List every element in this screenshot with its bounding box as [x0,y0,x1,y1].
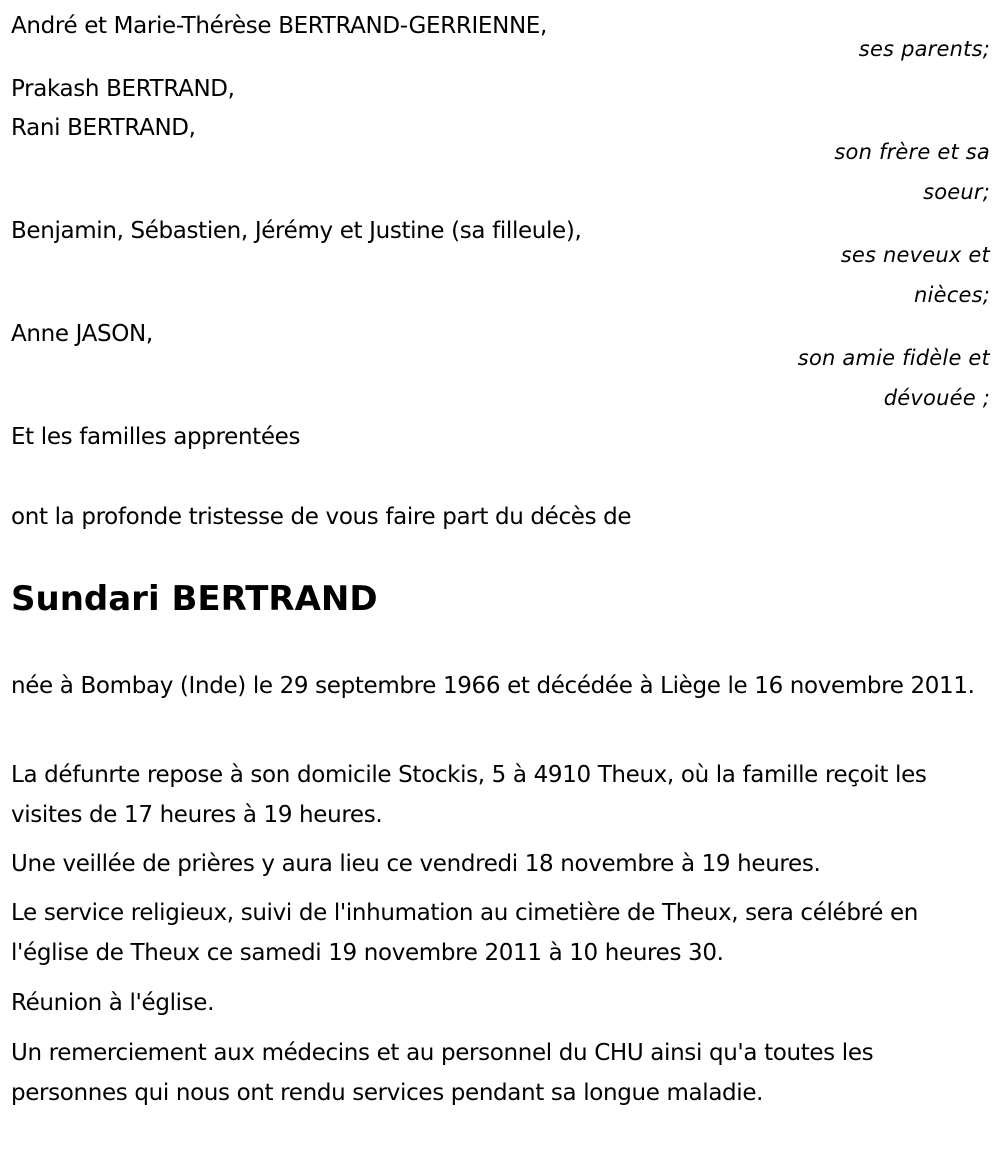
service-paragraph: Le service religieux, suivi de l'inhumation au cimetière de Theux, sera célébré en l'église de Theux ce samedi 19 novembre 2011 à 10 heures 30. [11,900,918,966]
repose-paragraph: La défunrte repose à son domicile Stockis, 5 à 4910 Theux, où la famille reçoit les visites de 17 heures à 19 heures. [11,762,927,828]
parents-names: André et Marie-Thérèse BERTRAND-GERRIENNE, [11,13,547,39]
friend-name: Anne JASON, [11,321,153,347]
vigil-paragraph: Une veillée de prières y aura lieu ce vendredi 18 novembre à 19 heures. [11,851,821,877]
meeting-paragraph: Réunion à l'église. [11,990,215,1016]
deceased-name: Sundari BERTRAND [11,579,378,619]
parents-role: ses parents; [858,37,990,61]
siblings-role-line2: soeur; [923,180,990,204]
nephews-names: Benjamin, Sébastien, Jérémy et Justine (sa filleule), [11,218,582,244]
families-line: Et les familles apprentées [11,424,301,450]
siblings-role-line1: son frère et sa [834,140,990,164]
announcement-intro: ont la profonde tristesse de vous faire part du décès de [11,504,632,530]
friend-role-line2: dévouée ; [883,386,990,410]
birth-death-paragraph: née à Bombay (Inde) le 29 septembre 1966 et décédée à Liège le 16 novembre 2011. [11,673,975,699]
sibling-name-1: Prakash BERTRAND, [11,76,235,102]
sibling-name-2: Rani BERTRAND, [11,115,196,141]
nephews-role-line1: ses neveux et [840,243,990,267]
friend-role-line1: son amie fidèle et [797,346,990,370]
nephews-role-line2: nièces; [914,283,990,307]
thanks-paragraph: Un remerciement aux médecins et au personnel du CHU ainsi qu'a toutes les personnes qui nous ont rendu services pendant sa longue maladie. [11,1040,874,1106]
